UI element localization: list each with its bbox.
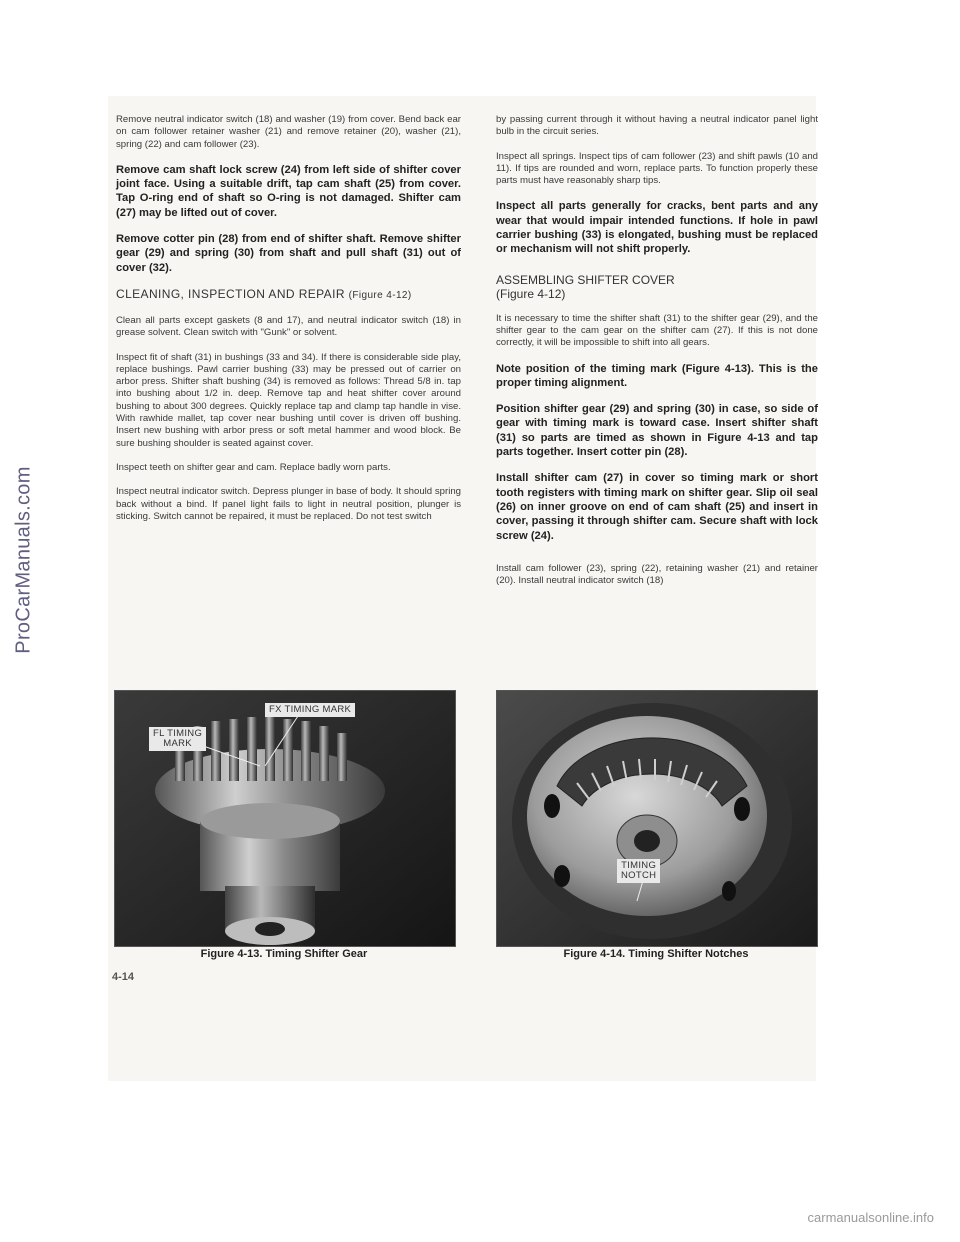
timing-notch-label: TIMING NOTCH bbox=[617, 859, 660, 883]
bottom-watermark: carmanualsonline.info bbox=[807, 1210, 934, 1225]
heading-assembling-text: ASSEMBLING SHIFTER COVER bbox=[496, 272, 675, 287]
left-column bbox=[116, 114, 461, 535]
paragraph-time-shaft: It is necessary to time the shifter shaft (31) to the shifter gear (29), and the shifter gear to the cam gear on the shifter cam (27). If this is not done correctly, it will be impossible to shift into all gears. bbox=[496, 312, 818, 349]
paragraph-remove-switch: Remove neutral indicator switch (18) and washer (19) from cover. Bend back ear on cam follower retainer washer (21) and remove retainer (20), washer (21), spring (22) and cam follower (23). bbox=[116, 114, 461, 150]
figure-timing-shifter-notches bbox=[496, 690, 818, 947]
heading-assembling bbox=[496, 273, 818, 301]
paragraph-inspect-teeth: Inspect teeth on shifter gear and cam. Replace badly worn parts. bbox=[116, 461, 391, 473]
heading-cleaning-text: CLEANING, INSPECTION AND REPAIR bbox=[116, 286, 345, 301]
fl-timing-mark-label: FL TIMING MARK bbox=[149, 727, 206, 751]
paragraph-inspect-cracks: Inspect all parts generally for cracks, bent parts and any wear that would impair intended functions. If hole in pawl carrier bushing (33) is elongated, bushing must be replaced or mechanism will not shift properly. bbox=[496, 200, 818, 256]
fx-timing-mark-label: FX TIMING MARK bbox=[265, 703, 355, 717]
page-number: 4-14 bbox=[112, 971, 135, 983]
paragraph-clean-parts: Clean all parts except gaskets (8 and 17), and neutral indicator switch (18) in grease solvent. Clean switch with "Gunk" or solvent. bbox=[116, 314, 461, 339]
caption-figure-4-14: Figure 4-14. Timing Shifter Notches bbox=[563, 948, 749, 960]
paragraph-remove-cam-screw: Remove cam shaft lock screw (24) from left side of shifter cover joint face. Using a suitable drift, tap cam shaft (25) from cover. Tap O-ring end of shaft so O-ring is not damaged. Shifter cam (27) may be lifted out of cover. bbox=[116, 163, 461, 219]
paragraph-remove-cotter-pin: Remove cotter pin (28) from end of shifter shaft. Remove shifter gear (29) and spring (30) from shaft and pull shaft (31) out of cover (32). bbox=[116, 233, 461, 274]
paragraph-passing-current: by passing current through it without having a neutral indicator panel light bulb in the circuit series. bbox=[496, 114, 818, 138]
paragraph-install-follower: Install cam follower (23), spring (22), retaining washer (21) and retainer (20). Install neutral indicator switch (18) bbox=[496, 562, 818, 587]
paragraph-position-gear: Position shifter gear (29) and spring (30) in case, so side of gear with timing mark is toward case. Insert shifter shaft (31) so parts are timed as shown in Figure 4-13 and tap parts together. Insert cotter pin (28). bbox=[496, 403, 818, 459]
right-column bbox=[496, 114, 818, 599]
figure-timing-shifter-gear bbox=[114, 690, 456, 947]
side-watermark-text: ProCarManuals.com bbox=[12, 466, 35, 654]
manual-page bbox=[108, 96, 816, 1081]
heading-assembling-figure-ref: (Figure 4-12) bbox=[496, 286, 566, 301]
paragraph-inspect-springs: Inspect all springs. Inspect tips of cam follower (23) and shift pawls (10 and 11). If tips are rounded and worn, replace parts. To function properly these parts must have reasonably sharp tips. bbox=[496, 150, 818, 187]
shifter-notches-photo bbox=[497, 691, 817, 946]
side-watermark bbox=[0, 466, 48, 654]
paragraph-note-timing-mark: Note position of the timing mark (Figure 4-13). This is the proper timing alignment. bbox=[496, 362, 818, 389]
heading-cleaning-figure-ref: (Figure 4-12) bbox=[348, 289, 412, 301]
caption-figure-4-13: Figure 4-13. Timing Shifter Gear bbox=[200, 948, 368, 960]
paragraph-inspect-shaft: Inspect fit of shaft (31) in bushings (33 and 34). If there is considerable side play, replace bushings. Pawl carrier bushing (33) may be pressed out of carrier on arbor press. Shifter shaft bushing (34) is removed as follows: Thread 5/8 in. tap into bushing about 1/2 in. deep. Remove tap and heat shifter cover around bushing to about 300 degrees. Quickly replace tap and clamp tap handle in vise. With rawhide mallet, tap cover near bushing until cover is driven off bushing. Insert new bushing with arbor press or soft metal hammer and wood block. Be sure bushing shoulder is seated against cover. bbox=[116, 351, 461, 449]
heading-cleaning bbox=[116, 287, 461, 303]
paragraph-inspect-switch: Inspect neutral indicator switch. Depress plunger in base of body. It should spring back without a bind. If panel light fails to light in neutral position, plunger is sticking. Switch cannot be repaired, it must be replaced. Do not test switch bbox=[116, 486, 461, 522]
paragraph-install-cam: Install shifter cam (27) in cover so timing mark or short tooth registers with timing mark on shifter gear. Slip oil seal (26) on inner groove on end of cam shaft (25) and insert in cover, passing it through shifter cam. Secure shaft with lock screw (24). bbox=[496, 472, 818, 542]
